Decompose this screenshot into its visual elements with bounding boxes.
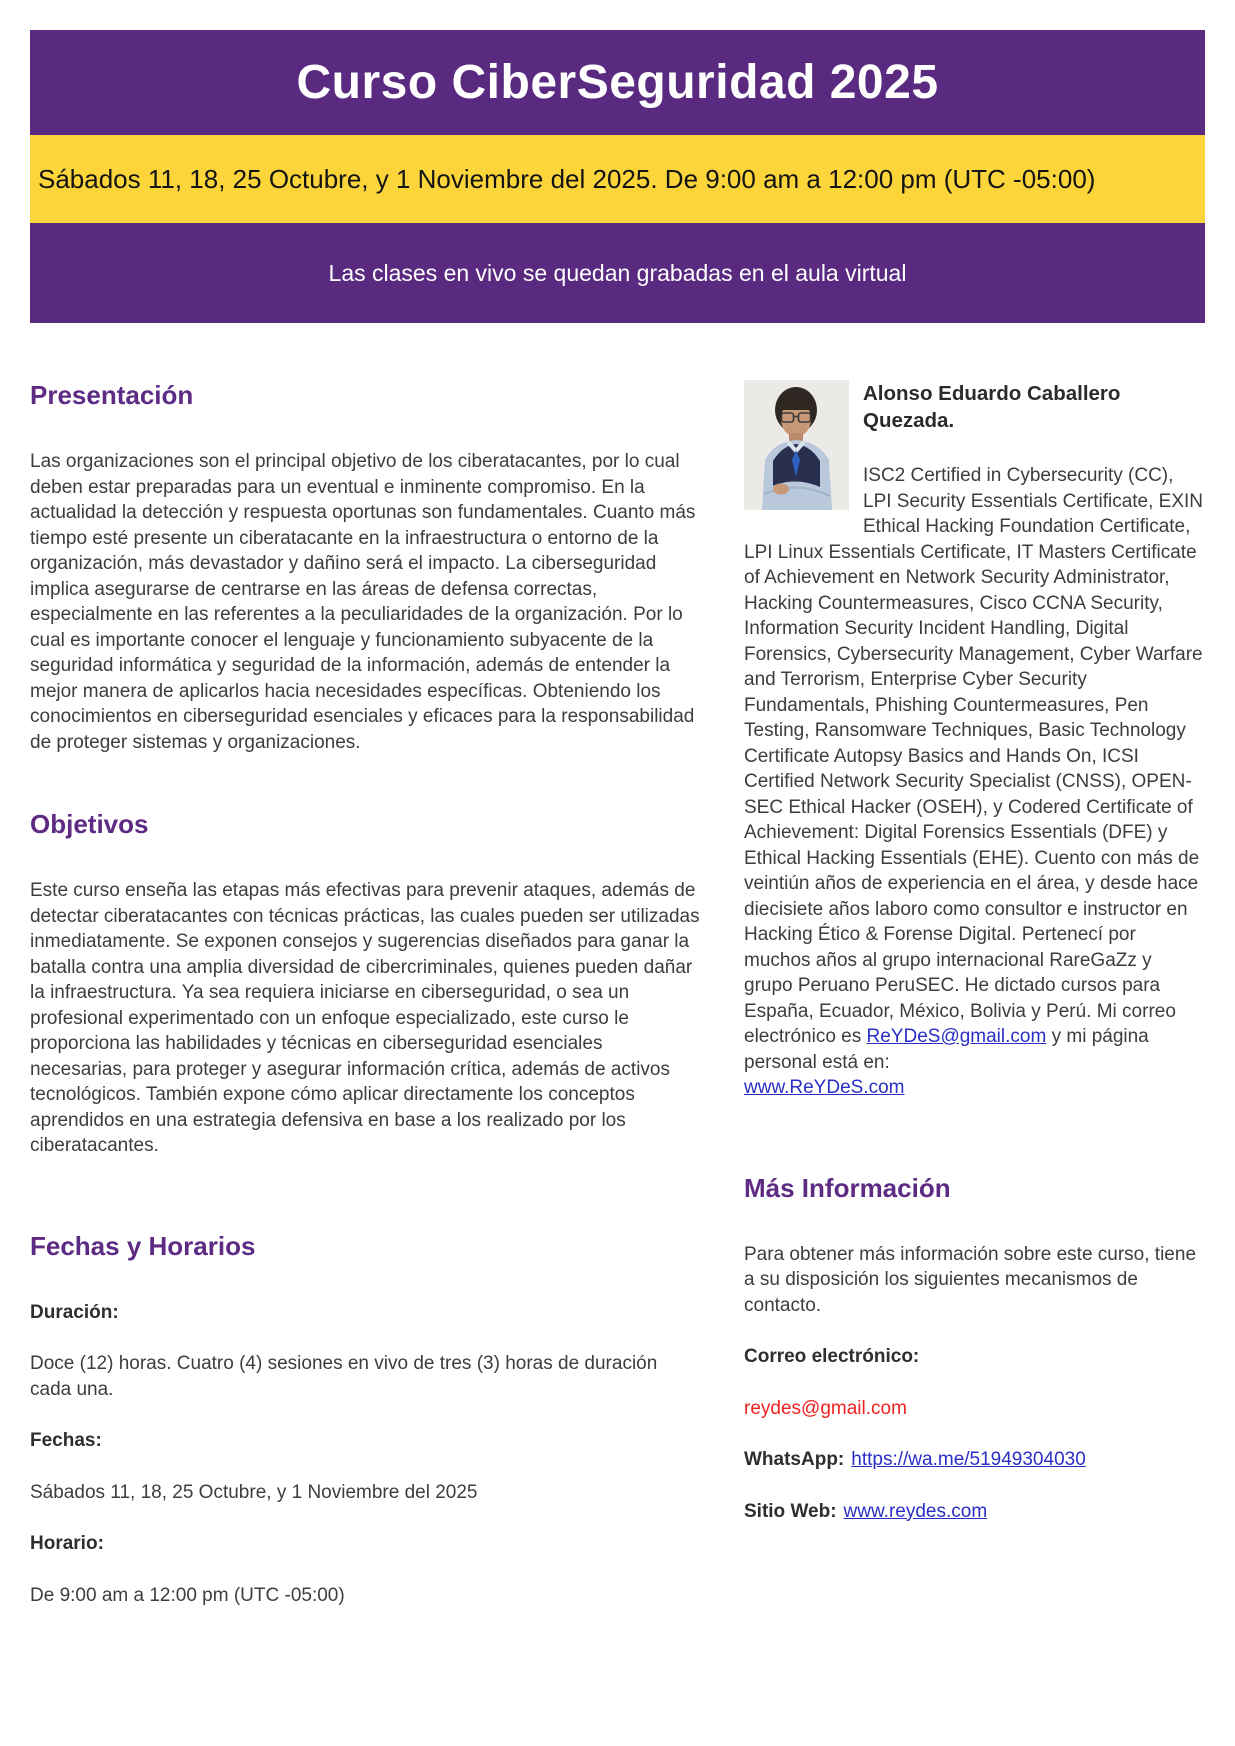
correo-electronico-label: Correo electrónico: <box>744 1346 920 1367</box>
objetivos-heading: Objetivos <box>30 809 149 839</box>
whatsapp-line <box>744 1447 1205 1473</box>
objetivos-body: Este curso enseña las etapas más efectivas para prevenir ataques, además de detectar ciberatacantes con técnicas prácticas, las cuales pueden ser utilizadas inmediatamente. Se exponen consejos y sugerencias diseñados para ganar la batalla contra una amplia diversidad de cibercriminales, quienes pueden dañar la infraestructura. Ya sea requiera iniciarse en ciberseguridad, o sea un profesional experimentado con un enfoque especializado, este curso le proporciona las habilidades y técnicas en ciberseguridad esenciales necesarias, para proteger y asegurar información crítica, además de activos tecnológicos. También expone cómo aplicar directamente los conceptos aprendidos en una estrategia defensiva en base a los realizado por los ciberatacantes. <box>30 880 700 1156</box>
instructor-bio-text: ISC2 Certified in Cybersecurity (CC), LPI Security Essentials Certificate, EXIN Ethical Hacking Foundation Certificate, LPI Linux Essentials Certificate, IT Masters Certificate of Achievement en Network Security Administrator, Hacking Countermeasures, Cisco CCNA Security, Information Security Incident Handling, Digital Forensics, Cybersecurity Management, Cyber Warfare and Terrorism, Enterprise Cyber Security Fundamentals, Phishing Countermeasures, Pen Testing, Ransomware Techniques, Basic Technology Certificate Autopsy Basics and Hands On, ICSI Certified Network Security Specialist (CNSS), OPEN-SEC Ethical Hacker (OSEH), y Codered Certificate of Achievement: Digital Forensics Essentials (DFE) y Ethical Hacking Essentials (EHE). Cuento con más de veintiún años de experiencia en el área, y desde hace diecisiete años laboro como consultor e instructor en Hacking Ético & Forense Digital. Pertenecí por muchos años al grupo internacional RareGaZz y grupo Peruano PeruSEC. He dictado cursos para España, Ecuador, México, Bolivia y Perú. Mi correo electrónico es <box>744 465 1204 1047</box>
instructor-bio-text-2: y mi página personal está en: <box>744 1026 1149 1073</box>
instructor-bio <box>744 463 1205 1101</box>
instructor-name: Alonso Eduardo Caballero Quezada. <box>863 382 1121 432</box>
title-banner <box>30 30 1205 135</box>
sitio-web-label: Sitio Web: <box>744 1500 837 1522</box>
horario-label: Horario: <box>30 1533 104 1554</box>
whatsapp-link[interactable]: https://wa.me/51949304030 <box>851 1449 1086 1470</box>
recording-banner <box>30 223 1205 323</box>
mas-informacion-heading: Más Información <box>744 1172 951 1203</box>
instructor-photo-image <box>744 380 849 510</box>
instructor-email-link[interactable]: ReYDeS@gmail.com <box>866 1026 1047 1047</box>
fechas-text: Sábados 11, 18, 25 Octubre, y 1 Noviembre del 2025 <box>30 1481 478 1503</box>
mas-informacion-intro: Para obtener más información sobre este curso, tiene a su disposición los siguientes mecanismos de contacto. <box>744 1243 1197 1316</box>
sitio-web-link[interactable]: www.reydes.com <box>843 1500 988 1522</box>
instructor-block <box>744 380 1205 1101</box>
flyer-header <box>0 30 1235 323</box>
course-title: Curso CiberSeguridad 2025 <box>296 56 939 109</box>
fechas-horarios-heading: Fechas y Horarios <box>30 1230 256 1261</box>
content-columns <box>0 323 1235 1608</box>
whatsapp-label: WhatsApp: <box>744 1449 845 1470</box>
sitio-web-line <box>744 1499 1205 1525</box>
presentacion-body: Las organizaciones son el principal objetivo de los ciberatacantes, por lo cual deben estar preparadas para un eventual e inminente compromiso. En la actualidad la detección y respuesta oportunas son fundamentales. Cuanto más tiempo esté presente un ciberatacante en la infraestructura o entorno de la organización, más devastador y dañino será el impacto. La ciberseguridad implica asegurarse de centrarse en las áreas de defensa correctas, especialmente en las referentes a la peculiaridades de la organización. Por lo cual es importante conocer el lenguaje y funcionamiento subyacente de la seguridad informática y seguridad de la información, además de entender la mejor manera de aplicarlos hacia necesidades específicas. Obteniendo los conocimientos en ciberseguridad esenciales y eficaces para la responsabilidad de proteger sistemas y organizaciones. <box>30 451 696 753</box>
schedule-banner-text: Sábados 11, 18, 25 Octubre, y 1 Noviembre del 2025. De 9:00 am a 12:00 pm (UTC -05:00) <box>38 163 1096 194</box>
schedule-banner <box>30 135 1205 223</box>
presentacion-heading: Presentación <box>30 380 194 410</box>
right-column <box>744 380 1205 1608</box>
instructor-photo <box>744 380 849 510</box>
horario-text: De 9:00 am a 12:00 pm (UTC -05:00) <box>30 1584 345 1606</box>
contact-email[interactable]: reydes@gmail.com <box>744 1397 907 1419</box>
instructor-website-link[interactable]: www.ReYDeS.com <box>744 1077 905 1098</box>
recording-banner-text: Las clases en vivo se quedan grabadas en el aula virtual <box>328 259 907 286</box>
duracion-text: Doce (12) horas. Cuatro (4) sesiones en vivo de tres (3) horas de duración cada una. <box>30 1353 658 1400</box>
fechas-label: Fechas: <box>30 1430 102 1451</box>
duracion-label: Duración: <box>30 1301 119 1323</box>
left-column <box>30 380 702 1608</box>
